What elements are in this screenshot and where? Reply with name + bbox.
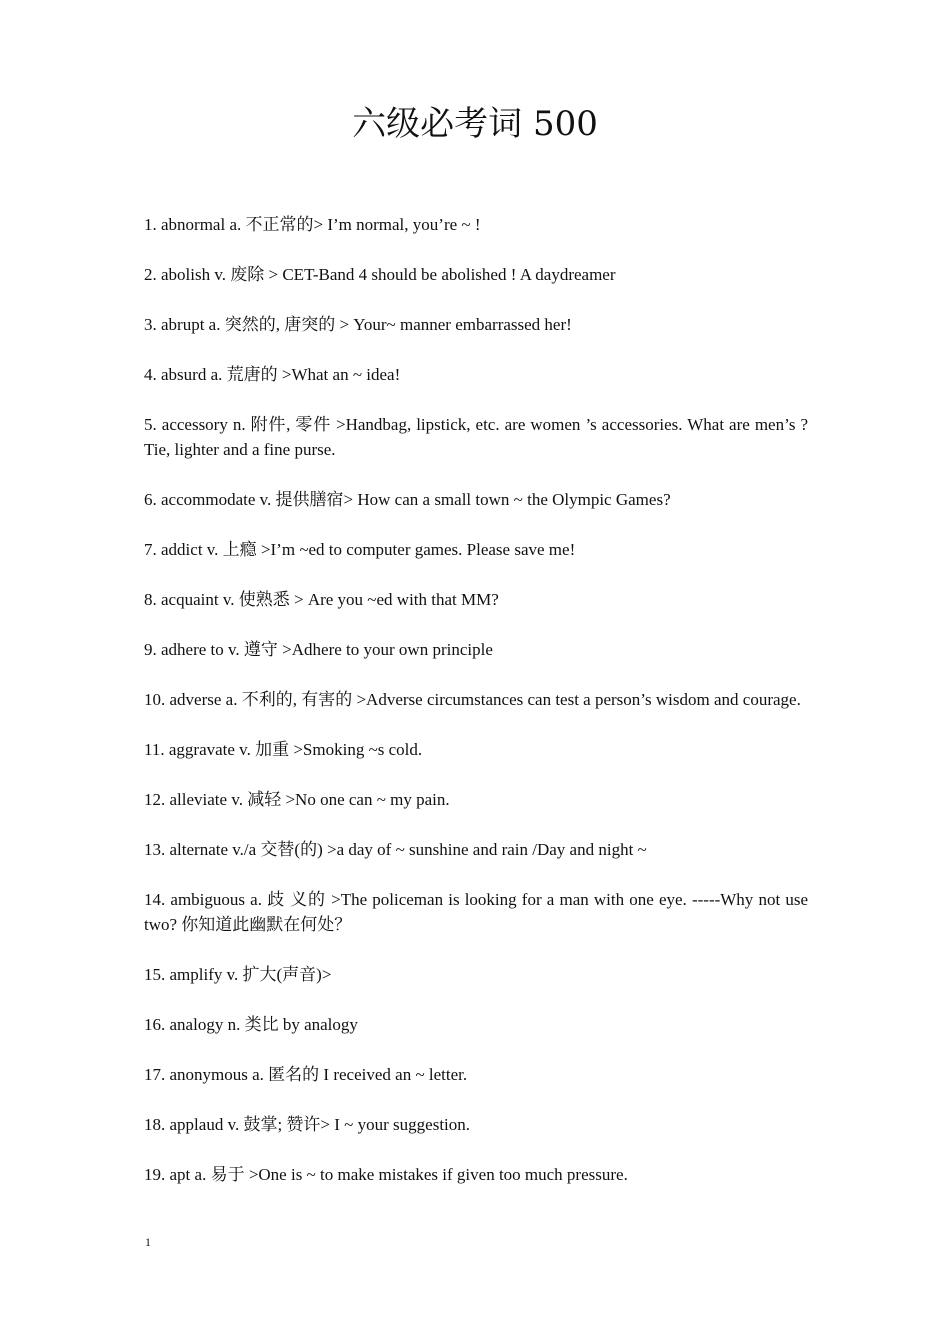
vocabulary-entry: 12. alleviate v. 减轻 >No one can ~ my pain. xyxy=(144,790,450,809)
vocabulary-entry: 10. adverse a. 不利的, 有害的 >Adverse circumstances can test a person’s wisdom and courage. xyxy=(144,690,801,709)
vocabulary-entry: 19. apt a. 易于 >One is ~ to make mistakes if given too much pressure. xyxy=(144,1165,628,1184)
page-title: 六级必考词 500 xyxy=(352,104,598,144)
vocabulary-entry: 16. analogy n. 类比 by analogy xyxy=(144,1015,358,1034)
vocabulary-list xyxy=(144,212,808,1212)
vocabulary-entry: 15. amplify v. 扩大(声音)> xyxy=(144,965,332,984)
vocabulary-entry: 1. abnormal a. 不正常的> I’m normal, you’re ~ ! xyxy=(144,215,481,234)
vocabulary-entry: 7. addict v. 上瘾 >I’m ~ed to computer games. Please save me! xyxy=(144,540,576,559)
vocabulary-entry: 17. anonymous a. 匿名的 I received an ~ letter. xyxy=(144,1065,468,1084)
vocabulary-entry: 2. abolish v. 废除 > CET-Band 4 should be abolished ! A daydreamer xyxy=(144,265,616,284)
vocabulary-entry: 6. accommodate v. 提供膳宿> How can a small town ~ the Olympic Games? xyxy=(144,490,671,509)
vocabulary-entry: 13. alternate v./a 交替(的) >a day of ~ sunshine and rain /Day and night ~ xyxy=(144,840,647,859)
vocabulary-entry: 18. applaud v. 鼓掌; 赞许> I ~ your suggestion. xyxy=(144,1115,471,1134)
page-number: 1 xyxy=(145,1235,151,1249)
vocabulary-entry: 8. acquaint v. 使熟悉 > Are you ~ed with that MM? xyxy=(144,590,499,609)
vocabulary-entry: 11. aggravate v. 加重 >Smoking ~s cold. xyxy=(144,740,423,759)
vocabulary-entry: 9. adhere to v. 遵守 >Adhere to your own principle xyxy=(144,640,493,659)
vocabulary-entry: 14. ambiguous a. 歧 义的 >The policeman is looking for a man with one eye. -----Why not use two? 你知道此幽默在何处？ xyxy=(144,890,808,934)
vocabulary-entry: 5. accessory n. 附件, 零件 >Handbag, lipstick, etc. are women ’s accessories. What are men’s ? Tie, lighter and a fine purse. xyxy=(144,415,808,459)
vocabulary-entry: 3. abrupt a. 突然的, 唐突的 > Your~ manner embarrassed her! xyxy=(144,315,572,334)
vocabulary-entry: 4. absurd a. 荒唐的 >What an ~ idea! xyxy=(144,365,401,384)
